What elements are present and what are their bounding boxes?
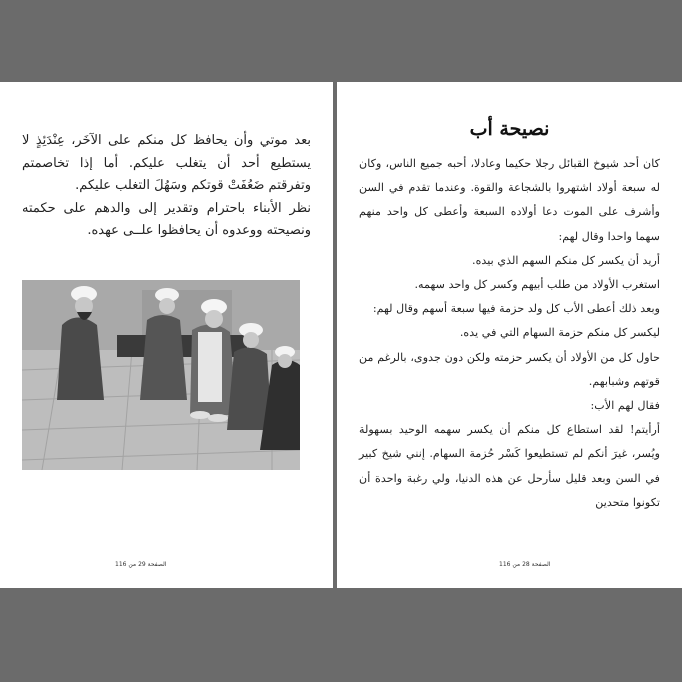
right-line-2: أريد أن يكسر كل منكم السهم الذي بيده. (472, 253, 660, 267)
right-line-4: وبعد ذلك أعطى الأب كل ولد حزمة فيها سبعة أسهم وقال لهم: (372, 302, 660, 316)
left-paragraph-2: نظر الأبناء باحترام وتقدير إلى والدهم على حكمته ونصيحته ووعدوه أن يحافظوا علــى عهده. (22, 200, 311, 238)
illustration-graphic (22, 280, 300, 470)
right-line-1: كان أحد شيوخ القبائل رجلا حكيما وعادلا، أحبه جميع الناس، وكان له سبعة أولاد اشتهروا بالشجاعة والقوة. وعندما تقدم في السن وأشرف على الموت دعا أولاده السبعة وأعطى كل واحد منهم سهما واحدا وقال لهم: (359, 157, 660, 243)
right-line-7: فقال لهم الأب: (590, 399, 660, 413)
story-title: نصيحة أب (469, 118, 550, 140)
right-page-text (359, 152, 660, 515)
right-line-5: ليكسر كل منكم حزمة السهام التي في يده. (459, 326, 660, 340)
book-spread (0, 82, 682, 588)
right-page-number: الصفحة 28 من 116 (499, 561, 551, 568)
right-line-6: حاول كل من الأولاد أن يكسر حزمته ولكن دون جدوى، بالرغم من قوتهم وشبابهم. (359, 350, 660, 388)
left-paragraph-1: بعد موتي وأن يحافظ كل منكم على الآخَر، عِنْدَئِذٍ لا يستطيع أحد أن يتغلب عليكم. أما إذا تخاصمتم وتفرقتم ضَعُفَتْ قوتكم وسَهُلَ التغلب عليكم. (22, 133, 311, 193)
left-page (0, 82, 333, 588)
right-page (337, 82, 682, 588)
left-page-text (22, 130, 311, 243)
miniature-illustration (22, 280, 300, 470)
left-page-number: الصفحة 29 من 116 (115, 561, 167, 568)
right-line-8: أرأيتم! لقد استطاع كل منكم أن يكسر سهمه الوحيد بسهولة ويُسر، غيرَ أنكم لم تستطيعوا كَسْر حُزمة السهام. إنني شيخ كبير في السن وبعد قليل سأرحل عن هذه الدنيا، ولي رغبة واحدة أن تكونوا متحدين (359, 423, 660, 509)
right-line-3: استغرب الأولاد من طلب أبيهم وكسر كل واحد سهمه. (414, 278, 660, 292)
